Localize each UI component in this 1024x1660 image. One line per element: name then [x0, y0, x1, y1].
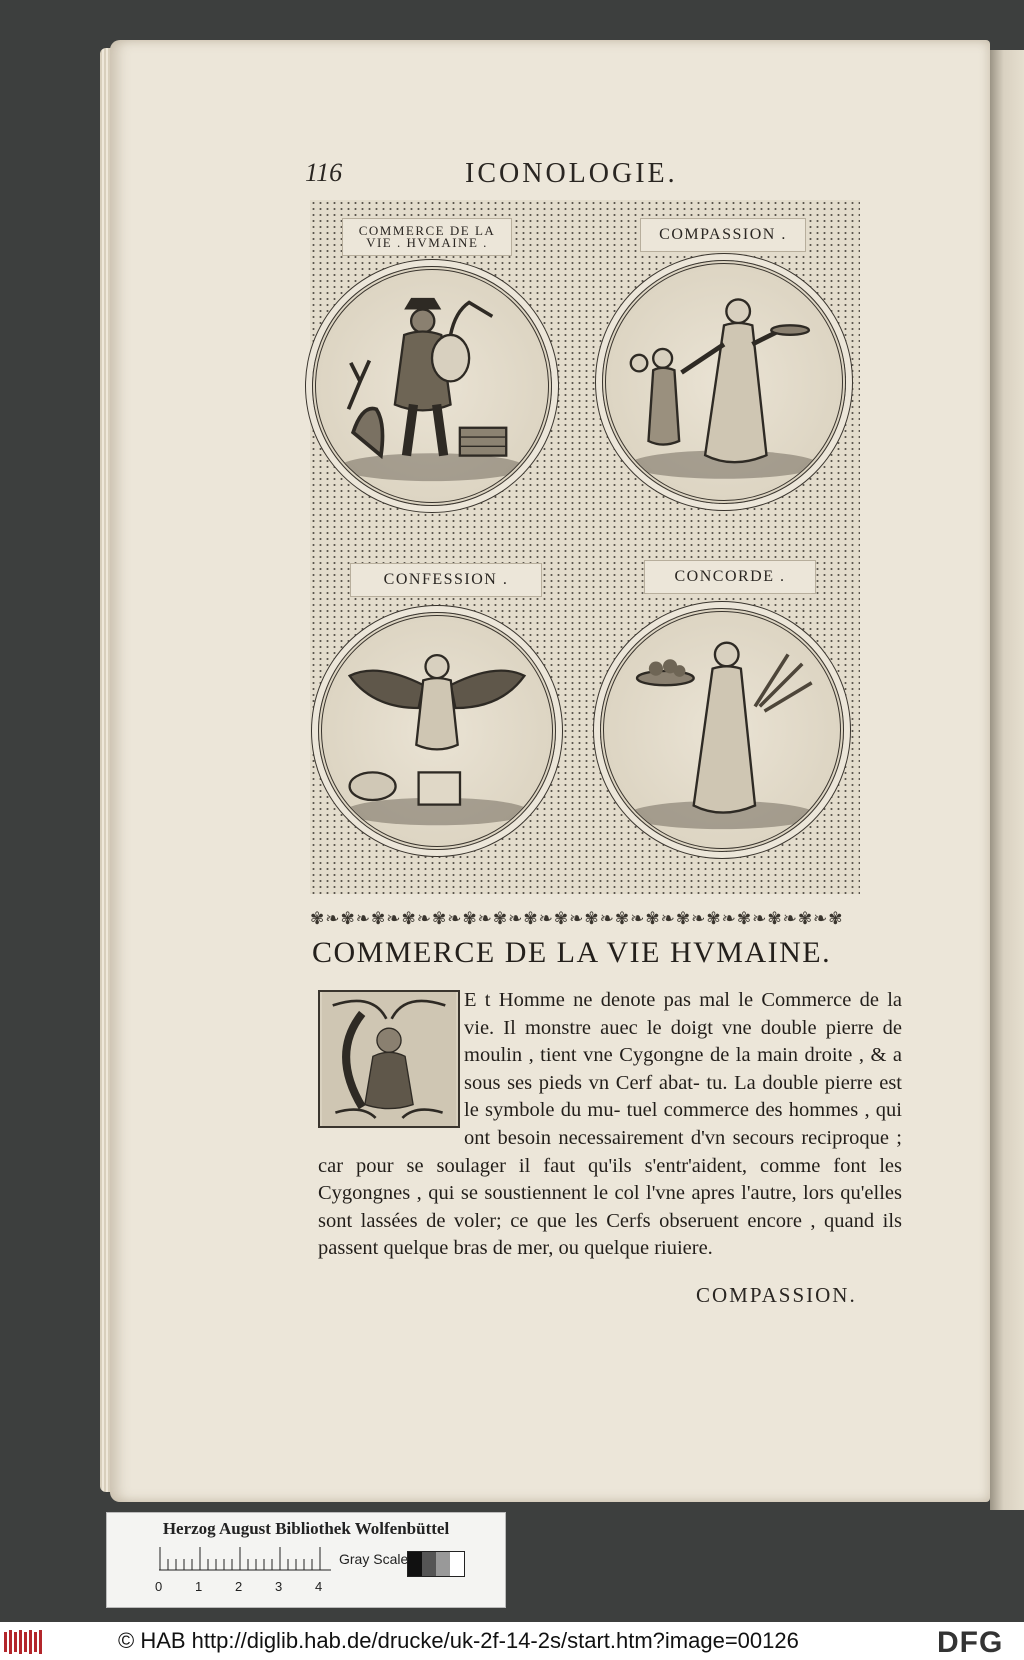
footer-bar: [0, 1622, 1024, 1660]
plate-label-compassion: [640, 218, 806, 252]
plate-label-confession: [350, 563, 542, 597]
dfg-logo: DFG: [937, 1626, 1004, 1659]
medallion-commerce: [312, 266, 552, 506]
ruler-number: 3: [275, 1579, 283, 1594]
ruler-number: 0: [155, 1579, 163, 1594]
running-head: [305, 158, 755, 192]
figure-winged-kneeling-angel-icon: [322, 616, 552, 846]
body-paragraph: [318, 987, 902, 1263]
ruler-number: 4: [315, 1579, 323, 1594]
body-paragraph-text: E t Homme ne denote pas mal le Commerce de la vie. Il monstre auec le doigt vne double pierre de moulin , tient vne Cygongne de la main droite , & a sous ses pieds vn Cerf abat- tu. La double pierre est le symbole du mu- tuel commerce des hommes , qui ont besoin necessairement d'vn secours reciproque ; car pour se soulager il faut qu'ils s'entr'aident, comme font les Cygongnes , qui se soustiennent le col l'vne apres l'autre, lors qu'elles sont lassées de voler; ce que les Cerfs obseruent encore , quand ils passent quelque bras de mer, ou quelque riuiere.: [318, 989, 902, 1260]
initial-spacer: [318, 987, 464, 1125]
running-title: ICONOLOGIE.: [465, 158, 678, 189]
plate-label-concorde: [644, 560, 816, 594]
plate-label-commerce-text: COMMERCE DE LA VIE . HVMAINE .: [358, 223, 496, 250]
plate-label-confession-text: CONFESSION .: [383, 571, 509, 588]
ruler-number: 2: [235, 1579, 243, 1594]
scale-card: [106, 1512, 506, 1608]
ruler-icon: [159, 1547, 331, 1571]
engraved-plate: [310, 200, 860, 894]
figure-woman-giving-alms-icon: [606, 264, 842, 500]
hab-logo-icon: [2, 1628, 46, 1656]
gray-scale-swatch: [407, 1551, 465, 1577]
medallion-compassion: [602, 260, 846, 504]
decorative-ornament-band: ✾❧✾❧✾❧✾❧✾❧✾❧✾❧✾❧✾❧✾❧✾❧✾❧✾❧✾❧✾❧✾❧✾❧✾: [310, 909, 844, 929]
ruler-numbers: [155, 1579, 355, 1594]
plate-label-concorde-text: CONCORDE .: [674, 568, 786, 585]
figure-man-with-stork-icon: [316, 270, 548, 502]
footer-url[interactable]: © HAB http://diglib.hab.de/drucke/uk-2f-14-2s/start.htm?image=00126: [118, 1628, 799, 1653]
figure-woman-with-fruit-and-wheat-icon: [604, 612, 840, 848]
medallion-concorde: [600, 608, 844, 852]
plate-label-commerce: [342, 218, 512, 256]
plate-label-compassion-text: COMPASSION .: [659, 226, 787, 243]
section-title: COMMERCE DE LA VIE HVMAINE.: [312, 936, 832, 969]
library-name: Herzog August Bibliothek Wolfenbüttel: [162, 1519, 450, 1538]
page-number: 116: [305, 158, 343, 187]
facing-page-edge: [990, 50, 1024, 1510]
catchword: COMPASSION.: [696, 1283, 857, 1307]
gray-scale-label: Gray Scale: [339, 1551, 409, 1567]
medallion-confession: [318, 612, 556, 850]
ruler-number: 1: [195, 1579, 203, 1594]
